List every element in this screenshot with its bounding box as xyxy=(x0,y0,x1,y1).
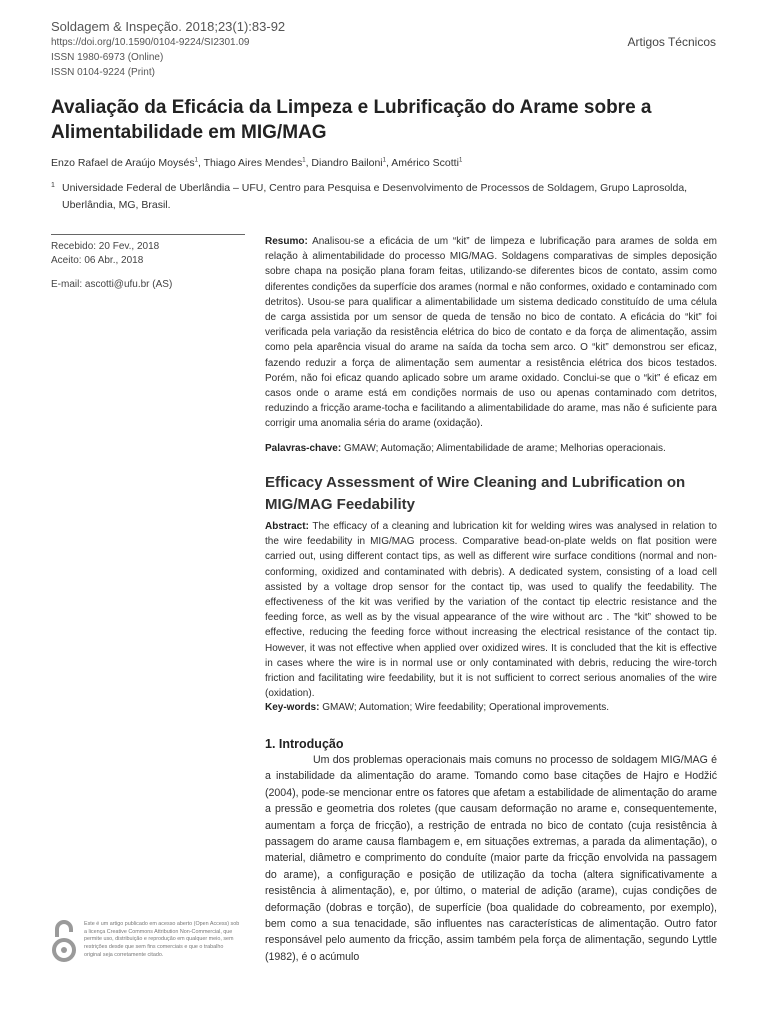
abstract-en-text: The efficacy of a cleaning and lubrication kit for welding wires was analysed in relation to the wire feedability in MIG/MAG process. Comparative bead-on-plate welds on flat position were carried out, using different contact tips, as well as different wire surface conditions (normal and non-conforming, oxidized and contaminated with debris). A dedicated system, consisting of a load cell assisted by a voltage drop sensor for the contact tip, was used to qualify the feedability. The effectiveness of the kit was verified by the variation of the contact tip electric resistance and the feeding force, as well as by the visual appearance of the wire without arc . The “kit” showed to be effective, reducing the feeding force without increasing the electrical resistance of the contact tip. However, it was not effective when applied over oxidized wires. It is concluded that the kit is effective in cases where the wire is in normal use or only contaminated with debris, reducing the wire-torch friction and facilitating wire feedability, but it is not sufficient to correct serious anomalies of the wire (oxidation). xyxy=(265,521,717,700)
section-heading-intro: 1. Introdução xyxy=(265,737,344,751)
keywords-en xyxy=(265,700,717,715)
affiliation-number: 1 xyxy=(51,182,55,189)
affiliation: Universidade Federal de Uberlândia – UFU, Centro para Pesquisa e Desenvolvimento de Processos de Soldagem, Grupo Laprosolda, Uberlândia, MG, Brasil. xyxy=(62,182,688,211)
sidebar-divider xyxy=(51,234,245,235)
english-title: Efficacy Assessment of Wire Cleaning and Lubrification on MIG/MAG Feedability xyxy=(265,474,686,513)
intro-paragraph xyxy=(265,752,717,965)
author: Américo Scotti$^1$ xyxy=(391,157,463,169)
author-list xyxy=(51,157,462,169)
abstract-pt xyxy=(265,234,717,432)
keywords-en-label: Key-words: xyxy=(265,702,320,713)
abstract-pt-text: Analisou-se a eficácia de um “kit” de limpeza e lubrificação para arames de solda em relação à alimentabilidade do processo MIG/MAG. Soldagens comparativas de simples deposição sobre chapa na posição plana foram feitas, utilizando-se diferentes bicos de contato, assim como diferentes condições da superfície dos arames (normal e não conformes, oxidado e contaminado com detritos). Usou-se para qualificar a alimentabilidade um sistema dedicado constituído de uma célula de carga assistida por um sensor de queda de tensão no bico de contato. A eficácia do “kit” foi verificada pela variação da resistência elétrica do bico de contato e da força de alimentação, assim como pela aparência visual do arame na saída da tocha sem arco. O “kit” demonstrou ser eficaz, fazendo reduzir a força de alimentação sem aumentar a resistência elétrica dos bicos testados. Porém, não foi eficaz quando aplicado sobre um arame oxidado. Conclui-se que o “kit” é eficaz em casos onde o arame está em condições normais de uso ou apenas contaminado com detritos, reduzindo a fricção arame-tocha e facilitando a alimentabilidade do arame, mas não é suficiente para corrigir uma anomalia séria do arame (oxidação). xyxy=(265,236,717,430)
abstract-en-label: Abstract: xyxy=(265,521,309,532)
author: Thiago Aires Mendes$^1$, xyxy=(203,157,312,169)
received-date: Recebido: 20 Fev., 2018 xyxy=(51,241,160,252)
contact-email[interactable]: E-mail: ascotti@ufu.br (AS) xyxy=(51,279,173,290)
issn-print: ISSN 0104-9224 (Print) xyxy=(51,67,155,78)
keywords-en-text: GMAW; Automation; Wire feedability; Operational improvements. xyxy=(322,702,610,713)
keywords-pt xyxy=(265,441,717,456)
article-title: Avaliação da Eficácia da Limpeza e Lubrificação do Arame sobre a Alimentabilidade em MIG/MAG xyxy=(51,97,652,143)
doi-link[interactable]: https://doi.org/10.1590/0104-9224/SI2301.09 xyxy=(51,37,250,48)
issn-online: ISSN 1980-6973 (Online) xyxy=(51,52,164,63)
journal-citation: Soldagem & Inspeção. 2018;23(1):83-92 xyxy=(51,19,286,34)
author: Diandro Bailoni$^1$, xyxy=(311,157,392,169)
article-dates xyxy=(51,240,159,268)
abstract-en xyxy=(265,519,717,701)
abstract-pt-label: Resumo: xyxy=(265,236,308,247)
license-text: Este é um artigo publicado em acesso aberto (Open Access) sob a licença Creative Commons Attribution Non-Commercial, que permite uso, distribuição e reprodução em qualquer meio, sem restrições desde que sem fins comerciais e que o trabalho original seja corretamente citado. xyxy=(84,921,240,958)
keywords-pt-label: Palavras-chave: xyxy=(265,443,342,454)
intro-text: Um dos problemas operacionais mais comuns no processo de soldagem MIG/MAG é a instabilidade da alimentação do arame. Tomando como base citações de Hajro e Hodžić (2004), pode-se mencionar entre os fatores que afetam a estabilidade de alimentação do arame a pressão e geometria dos roletes (que causam deformação no arame e, consequentemente, aumentam a força de fricção), a restrição de entrada no bico de contato (cuja resistência à passagem do arame causa flambagem e, em situações extremas, a parada da alimentação), o material, diâmetro e comprimento do conduíte (maior parte da fricção envolvida na passagem do arame), a configuração e posição de utilização da tocha (altera significativamente a resistência à alimentação), e, por último, o material de adição (arame), cujas condições de deformação (dobras e torção), de superfície (boa qualidade do cobreamento, por exemplo), bem como a sua tenacidade, são influentes nas características de alimentação. Outro fator responsável pelo aumento da fricção, assim também pela força de alimentação, segundo Lyttle (1982), é o acúmulo xyxy=(265,754,717,963)
accepted-date: Aceito: 06 Abr., 2018 xyxy=(51,255,144,266)
keywords-pt-text: GMAW; Automação; Alimentabilidade de arame; Melhorias operacionais. xyxy=(343,443,666,454)
author: Enzo Rafael de Araújo Moysés$^1$, xyxy=(51,157,204,169)
section-label: Artigos Técnicos xyxy=(627,35,716,49)
open-access-icon xyxy=(51,918,77,964)
